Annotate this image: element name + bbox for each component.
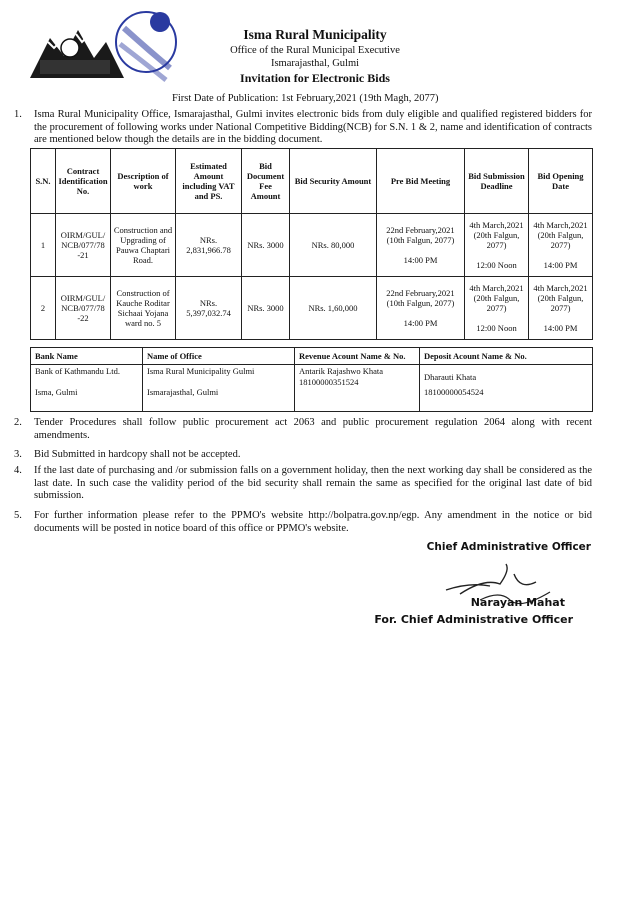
point-2: 2. Tender Procedures shall follow public procurement act 2063 and public procurement regulation 2064 along with recent amendments. (14, 417, 592, 441)
point-4: 4. If the last date of purchasing and /or submission falls on a government holiday, then the next working day shall be considered as the last date. In such case the validity period of the bid security shall remain the same as specified for the original last date of bid submission. (14, 465, 592, 501)
signatory-name: Narayan Mahat (470, 596, 565, 609)
municipality-logo (28, 8, 188, 86)
municipality-title: Isma Rural Municipality (243, 27, 387, 42)
signatory-title: Chief Administrative Officer (426, 541, 591, 553)
mountain-emblem-icon (30, 30, 124, 78)
bids-table (30, 148, 593, 340)
office-address: Ismarajasthal, Gulmi (270, 58, 360, 69)
point-5: 5. For further information please refer to the PPMO's website http://bolpatra.gov.np/egp. Any amendment in the notice or bid documents will be posted in notice board of this office or PPMO's website. (14, 510, 592, 534)
point-3: 3. Bid Submitted in hardcopy shall not be accepted. (14, 449, 241, 460)
letterhead (200, 27, 430, 86)
document-title: Invitation for Electronic Bids (240, 71, 390, 85)
table-header-row: S.N. Contract Identification No. Description of work Estimated Amount including VAT and PS. Bid Document Fee Amount Bid Security Amount Pre Bid Meeting Bid Submission Deadline Bid Opening Date (31, 149, 593, 214)
signatory-role: For. Chief Administrative Officer (374, 613, 573, 626)
intro-paragraph: 1. Isma Rural Municipality Office, Ismarajasthal, Gulmi invites electronic bids from duly eligible and qualified registered bidders for the procurement of following works under National Competitive Bidding(NCB) for S.N. 1 & 2, name and identification of contracts are mentioned below though the details are in the bidding document. (14, 109, 592, 145)
table-row: 2 OIRM/GUL/ NCB/077/78 -22 Construction of Kauche Roditar Sichaai Yojana ward no. 5 NRs. 5,397,032.74 NRs. 3000 NRs. 1,60,000 22nd February,2021 (10th Falgun, 2077) 14:00 PM 4th March,2021 (20th Falgun, 2077) 12:00 Noon 4th March,2021 (20th Falgun, 2077) 14:00 PM (31, 277, 593, 340)
bank-row: Bank of Kathmandu Ltd. Isma, Gulmi Isma Rural Municipality Gulmi Ismarajasthal, Gulmi Antarik Rajashwo Khata 18100000351524 Dharauti Khata 18100000054524 (31, 365, 593, 412)
bank-header-row: Bank Name Name of Office Revenue Acount Name & No. Deposit Acount Name & No. (31, 348, 593, 365)
publication-date: First Date of Publication: 1st February,2021 (19th Magh, 2077) (172, 93, 439, 104)
table-row: 1 OIRM/GUL/ NCB/077/78 -21 Construction and Upgrading of Pauwa Chaptari Road. NRs. 2,831,966.78 NRs. 3000 NRs. 80,000 22nd February,2021 (10th Falgun, 2077) 14:00 PM 4th March,2021 (20th Falgun, 2077) 12:00 Noon 4th March,2021 (20th Falgun, 2077) 14:00 PM (31, 214, 593, 277)
seal-stamp-icon (116, 12, 176, 80)
bank-accounts-table (30, 347, 593, 412)
office-name: Office of the Rural Municipal Executive (230, 45, 400, 56)
